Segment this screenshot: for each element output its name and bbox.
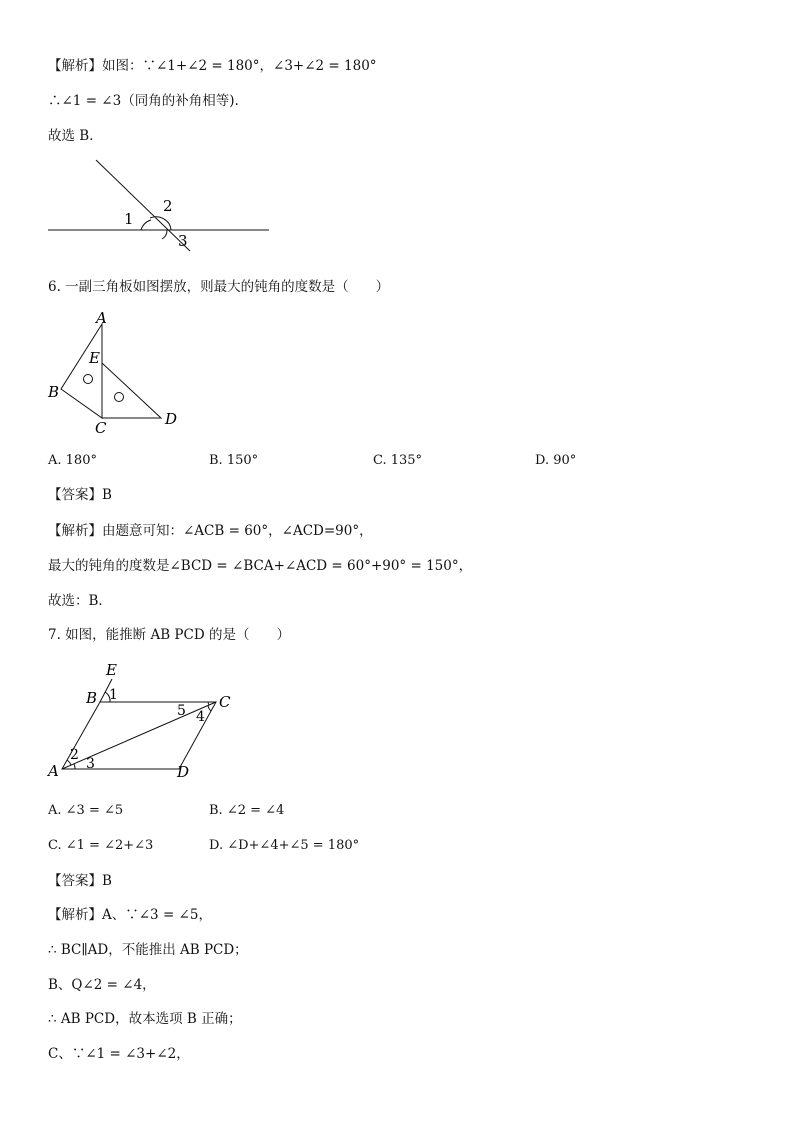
label-A: A <box>48 762 59 780</box>
question7-analysis5: C、∵∠1 = ∠3+∠2， <box>48 1046 190 1062</box>
solution5-line2: ∴∠1 = ∠3（同角的补角相等). <box>48 93 239 109</box>
question7-stem: 7. 如图，能推断 AB PCD 的是（ ） <box>48 627 290 643</box>
angle4-arc <box>208 705 211 711</box>
triangle-abc <box>61 324 102 418</box>
label-D: D <box>165 410 178 428</box>
figure-parallelogram <box>40 655 250 785</box>
label-E: E <box>89 349 100 367</box>
label-D: D <box>177 763 190 781</box>
question7-analysis4: ∴ AB PCD，故本选项 B 正确； <box>48 1011 242 1027</box>
hole-left <box>84 375 93 384</box>
hole-right <box>115 393 124 402</box>
q7-option-a[interactable]: A. ∠3 = ∠5 <box>48 803 124 818</box>
figure-triangle-set <box>40 305 200 435</box>
question7-analysis2: ∴ BC∥AD，不能推出 AB PCD； <box>48 942 248 958</box>
q6-option-b[interactable]: B. 150° <box>209 453 259 468</box>
slanted-line <box>96 160 190 251</box>
question6-stem: 6. 一副三角板如图摆放，则最大的钝角的度数是（ ） <box>48 279 390 295</box>
label-B: B <box>48 383 60 401</box>
label-C: C <box>95 419 107 435</box>
solution5-line3: 故选 B． <box>48 128 103 144</box>
q6-option-c[interactable]: C. 135° <box>373 453 423 468</box>
label-E: E <box>106 661 117 679</box>
angle3-label: 3 <box>86 756 95 772</box>
q7-option-c[interactable]: C. ∠1 = ∠2+∠3 <box>48 838 154 853</box>
angle2-label: 2 <box>163 197 173 215</box>
label-C: C <box>219 693 231 711</box>
q7-option-d[interactable]: D. ∠D+∠4+∠5 = 180° <box>209 838 360 853</box>
figure-intersecting-lines <box>40 150 280 260</box>
question6-analysis3: 故选：B． <box>48 593 112 609</box>
angle2-label: 2 <box>70 747 79 763</box>
question6-analysis1: 【解析】由题意可知：∠ACB = 60°，∠ACD=90°， <box>48 523 373 539</box>
label-A: A <box>96 309 107 327</box>
q6-option-d[interactable]: D. 90° <box>535 453 577 468</box>
triangle-ecd <box>102 363 161 418</box>
solution5-line1: 【解析】如图：∵∠1+∠2 = 180°，∠3+∠2 = 180° <box>48 58 377 74</box>
question7-analysis1: 【解析】A、∵∠3 = ∠5， <box>48 907 212 923</box>
angle1-label: 1 <box>124 210 134 228</box>
angle2-arc <box>150 217 171 230</box>
question7-answer: 【答案】B <box>48 873 112 889</box>
angle3-arc <box>74 764 75 769</box>
q7-option-b[interactable]: B. ∠2 = ∠4 <box>209 803 285 818</box>
angle1-label: 1 <box>109 687 118 703</box>
angle3-label: 3 <box>178 232 188 250</box>
question6-answer: 【答案】B <box>48 487 112 503</box>
angle5-label: 5 <box>177 703 186 719</box>
label-B: B <box>86 689 98 707</box>
question7-analysis3: B、Q∠2 = ∠4， <box>48 977 156 993</box>
angle3-arc <box>162 230 167 239</box>
question6-analysis2: 最大的钝角的度数是∠BCD = ∠BCA+∠ACD = 60°+90° = 150°， <box>48 558 473 574</box>
q6-option-a[interactable]: A. 180° <box>48 453 97 468</box>
angle1-arc <box>141 220 151 230</box>
angle4-label: 4 <box>196 709 205 725</box>
